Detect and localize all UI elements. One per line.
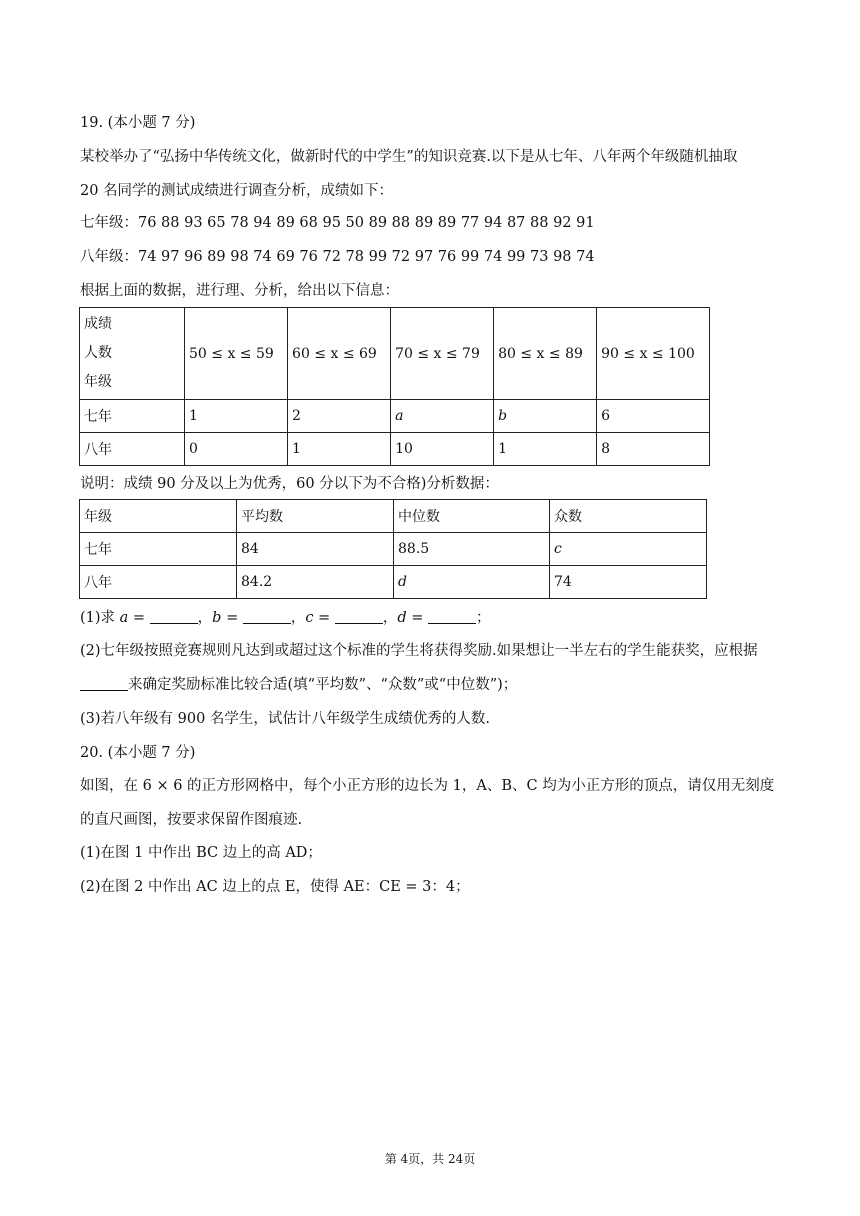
answer-blank-standard[interactable] (80, 676, 128, 691)
separator: ， (290, 610, 306, 626)
table-cell: 74 (550, 566, 707, 599)
grade8-scores: 八年级：74 97 96 89 98 74 69 76 72 78 99 72 97 76 99 74 99 73 98 74 (80, 249, 595, 265)
table-cell: 1 (494, 433, 597, 466)
answer-blank-b[interactable] (243, 609, 291, 624)
col-header: 众数 (550, 500, 707, 533)
grade7-scores: 七年级：76 88 93 65 78 94 89 68 95 50 89 88 89 89 77 94 87 88 92 91 (80, 215, 595, 231)
table-cell: d (394, 566, 550, 599)
range-header: 70 ≤ x ≤ 79 (391, 308, 494, 400)
part1-end: ； (475, 610, 491, 626)
q20-intro-line1: 如图，在 6 × 6 的正方形网格中，每个小正方形的边长为 1，A、B、C 均为小正方形的顶点，请仅用无刻度 (80, 778, 775, 794)
table1-corner-cell (80, 308, 185, 400)
statistics-table (79, 499, 707, 599)
part2-text: 来确定奖励标准比较合适(填“平均数”、“众数”或“中位数”)； (128, 677, 518, 693)
col-header: 平均数 (237, 500, 394, 533)
table-cell: c (550, 533, 707, 566)
separator: ， (197, 610, 213, 626)
table-cell: 84 (237, 533, 394, 566)
table-cell: 1 (185, 400, 288, 433)
page-footer: 第 4页，共 24页 (384, 1152, 476, 1166)
var-c: c = (305, 610, 335, 626)
table-cell: 0 (185, 433, 288, 466)
corner-label-grade: 年级 (84, 374, 112, 390)
organize-note: 根据上面的数据，进行理、分析，给出以下信息： (80, 283, 399, 299)
table-row (80, 533, 707, 566)
separator: ， (382, 610, 398, 626)
q19-part2-line1: (2)七年级按照竞赛规则凡达到或超过这个标准的学生将获得奖励.如果想让一半左右的学生能获奖，应根据 (80, 643, 758, 659)
table-cell: 2 (288, 400, 391, 433)
table-cell: b (494, 400, 597, 433)
table-cell: a (391, 400, 494, 433)
var-a: a = (119, 610, 150, 626)
q19-part2-line2 (80, 675, 517, 695)
answer-blank-a[interactable] (150, 609, 198, 624)
score-distribution-table (79, 307, 710, 466)
row-label: 八年 (80, 433, 185, 466)
var-b: b = (212, 610, 243, 626)
corner-label-score: 成绩 (84, 316, 112, 332)
explain-note: 说明：成绩 90 分及以上为优秀，60 分以下为不合格)分析数据： (80, 476, 499, 492)
answer-blank-c[interactable] (335, 609, 383, 624)
q19-part1 (80, 608, 490, 628)
table-cell: 1 (288, 433, 391, 466)
col-header: 年级 (80, 500, 237, 533)
q20-title: 20. (本小题 7 分) (80, 745, 196, 761)
table-row (80, 400, 710, 433)
part1-prefix: (1)求 (80, 610, 120, 626)
table-row (80, 433, 710, 466)
table-cell: 10 (391, 433, 494, 466)
answer-blank-d[interactable] (428, 609, 476, 624)
table-cell: 6 (597, 400, 710, 433)
table-cell: 8 (597, 433, 710, 466)
q20-intro-line2: 的直尺画图，按要求保留作图痕迹. (80, 812, 303, 828)
q20-part1: (1)在图 1 中作出 BC 边上的高 AD； (80, 845, 322, 861)
table-row (80, 566, 707, 599)
q20-part2: (2)在图 2 中作出 AC 边上的点 E，使得 AE：CE = 3：4； (80, 879, 470, 895)
range-header: 60 ≤ x ≤ 69 (288, 308, 391, 400)
col-header: 中位数 (394, 500, 550, 533)
row-label: 七年 (80, 400, 185, 433)
range-header: 90 ≤ x ≤ 100 (597, 308, 710, 400)
row-label: 八年 (80, 566, 237, 599)
q19-intro-line1: 某校举办了“弘扬中华传统文化，做新时代的中学生”的知识竞赛.以下是从七年、八年两个年级随机抽取 (80, 149, 738, 165)
q19-title: 19. (本小题 7 分) (80, 115, 196, 131)
range-header: 80 ≤ x ≤ 89 (494, 308, 597, 400)
q19-intro-line2: 20 名同学的测试成绩进行调查分析，成绩如下： (80, 183, 394, 199)
range-header: 50 ≤ x ≤ 59 (185, 308, 288, 400)
row-label: 七年 (80, 533, 237, 566)
corner-label-count: 人数 (84, 345, 112, 361)
table-cell: 88.5 (394, 533, 550, 566)
table-cell: 84.2 (237, 566, 394, 599)
var-d: d = (397, 610, 428, 626)
q19-part3: (3)若八年级有 900 名学生，试估计八年级学生成绩优秀的人数. (80, 711, 491, 727)
